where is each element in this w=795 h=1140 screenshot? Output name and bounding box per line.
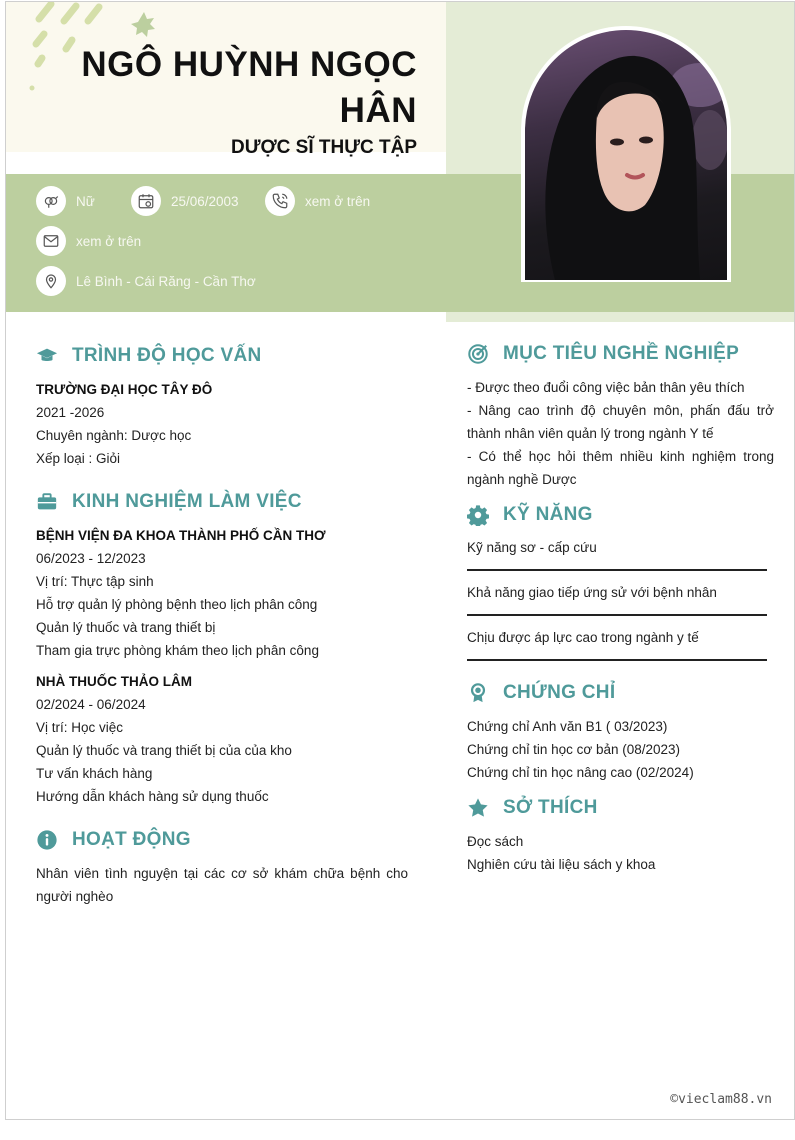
location-pin-icon	[36, 266, 66, 296]
graduation-cap-icon	[36, 345, 58, 367]
profile-photo	[525, 30, 727, 280]
info-circle-icon	[36, 829, 58, 851]
address-value: Lê Bình - Cái Răng - Cần Thơ	[76, 273, 256, 289]
job-company: BỆNH VIỆN ĐA KHOA THÀNH PHỐ CẦN THƠ	[36, 528, 326, 543]
job-line: Quản lý thuốc và trang thiết bị của của kho	[36, 743, 292, 758]
briefcase-icon	[36, 491, 58, 513]
star-icon	[467, 797, 489, 819]
email-info	[36, 226, 141, 256]
job-line: Hỗ trợ quản lý phòng bệnh theo lịch phân công	[36, 597, 318, 612]
certificate-item: Chứng chỉ tin học cơ bản (08/2023)	[467, 742, 681, 757]
birthday-value: 25/06/2003	[171, 193, 239, 209]
phone-value: xem ở trên	[305, 193, 371, 209]
candidate-name	[57, 42, 417, 134]
education-years: 2021 -2026	[36, 405, 105, 420]
objective-section-title: MỤC TIÊU NGHỀ NGHIỆP	[467, 343, 739, 365]
name-line-2: HÂN	[339, 91, 417, 130]
skill-item: Khả năng giao tiếp ứng sử với bệnh nhân	[467, 582, 767, 616]
skills-list	[467, 537, 787, 672]
hobbies-list	[467, 830, 787, 876]
hobbies-section-title: SỞ THÍCH	[467, 797, 598, 819]
skills-section-title: KỸ NĂNG	[467, 504, 593, 526]
skill-item: Chịu được áp lực cao trong ngành y tế	[467, 627, 767, 661]
certificates-section-title: CHỨNG CHỈ	[467, 682, 615, 704]
certificate-item: Chứng chỉ tin học nâng cao (02/2024)	[467, 765, 694, 780]
skill-item: Kỹ năng sơ - cấp cứu	[467, 537, 767, 571]
target-icon	[467, 343, 489, 365]
job-entry	[36, 670, 408, 808]
objective-line: - Được theo đuổi công việc bản thân yêu thích	[467, 380, 745, 395]
birthday-info	[131, 186, 239, 216]
job-entry	[36, 524, 408, 662]
calendar-icon	[131, 186, 161, 216]
job-line: Vị trí: Học việc	[36, 720, 124, 735]
job-line: Quản lý thuốc và trang thiết bị	[36, 620, 216, 635]
job-line: Hướng dẫn khách hàng sử dụng thuốc	[36, 789, 269, 804]
activities-section-title: HOẠT ĐỘNG	[36, 829, 191, 851]
envelope-icon	[36, 226, 66, 256]
job-period: 02/2024 - 06/2024	[36, 697, 146, 712]
job-period: 06/2023 - 12/2023	[36, 551, 146, 566]
objective-line: - Có thể học hỏi thêm nhiều kinh nghiệm trong ngành nghề Dược	[467, 449, 774, 487]
education-major: Chuyên ngành: Dược học	[36, 428, 192, 443]
address-info	[36, 266, 256, 296]
job-company: NHÀ THUỐC THẢO LÂM	[36, 674, 192, 689]
phone-icon	[265, 186, 295, 216]
objective-line: - Nâng cao trình độ chuyên môn, phấn đấu trở thành nhân viên quản lý trong ngành Y tế	[467, 403, 774, 441]
job-line: Tham gia trực phòng khám theo lịch phân công	[36, 643, 319, 658]
job-line: Tư vấn khách hàng	[36, 766, 153, 781]
email-value: xem ở trên	[76, 233, 142, 249]
cv-page	[5, 1, 795, 1120]
gender-info	[36, 186, 95, 216]
gear-icon	[467, 504, 489, 526]
hobby-item: Nghiên cứu tài liệu sách y khoa	[467, 857, 656, 872]
education-details	[36, 378, 408, 470]
certificates-list	[467, 715, 787, 784]
hobby-item: Đọc sách	[467, 834, 524, 849]
job-title: DƯỢC SĨ THỰC TẬP	[230, 137, 417, 158]
gender-value: Nữ	[76, 193, 95, 209]
award-medal-icon	[467, 682, 489, 704]
experience-details	[36, 524, 408, 808]
certificate-item: Chứng chỉ Anh văn B1 ( 03/2023)	[467, 719, 668, 734]
name-line-1: NGÔ HUỲNH NGỌC	[81, 45, 417, 84]
objective-details	[467, 376, 774, 491]
activities-text: Nhân viên tình nguyện tại các cơ sở khám chữa bệnh cho người nghèo	[36, 866, 408, 904]
gender-icon	[36, 186, 66, 216]
education-grade: Xếp loại : Giỏi	[36, 451, 121, 466]
profile-photo-frame	[521, 26, 731, 282]
phone-info	[265, 186, 370, 216]
school-name: TRƯỜNG ĐẠI HỌC TÂY ĐÔ	[36, 382, 213, 397]
experience-section-title: KINH NGHIỆM LÀM VIỆC	[36, 491, 302, 513]
watermark: ©vieclam88.vn	[670, 1092, 772, 1107]
job-line: Vị trí: Thực tập sinh	[36, 574, 154, 589]
education-section-title: TRÌNH ĐỘ HỌC VẤN	[36, 345, 262, 367]
